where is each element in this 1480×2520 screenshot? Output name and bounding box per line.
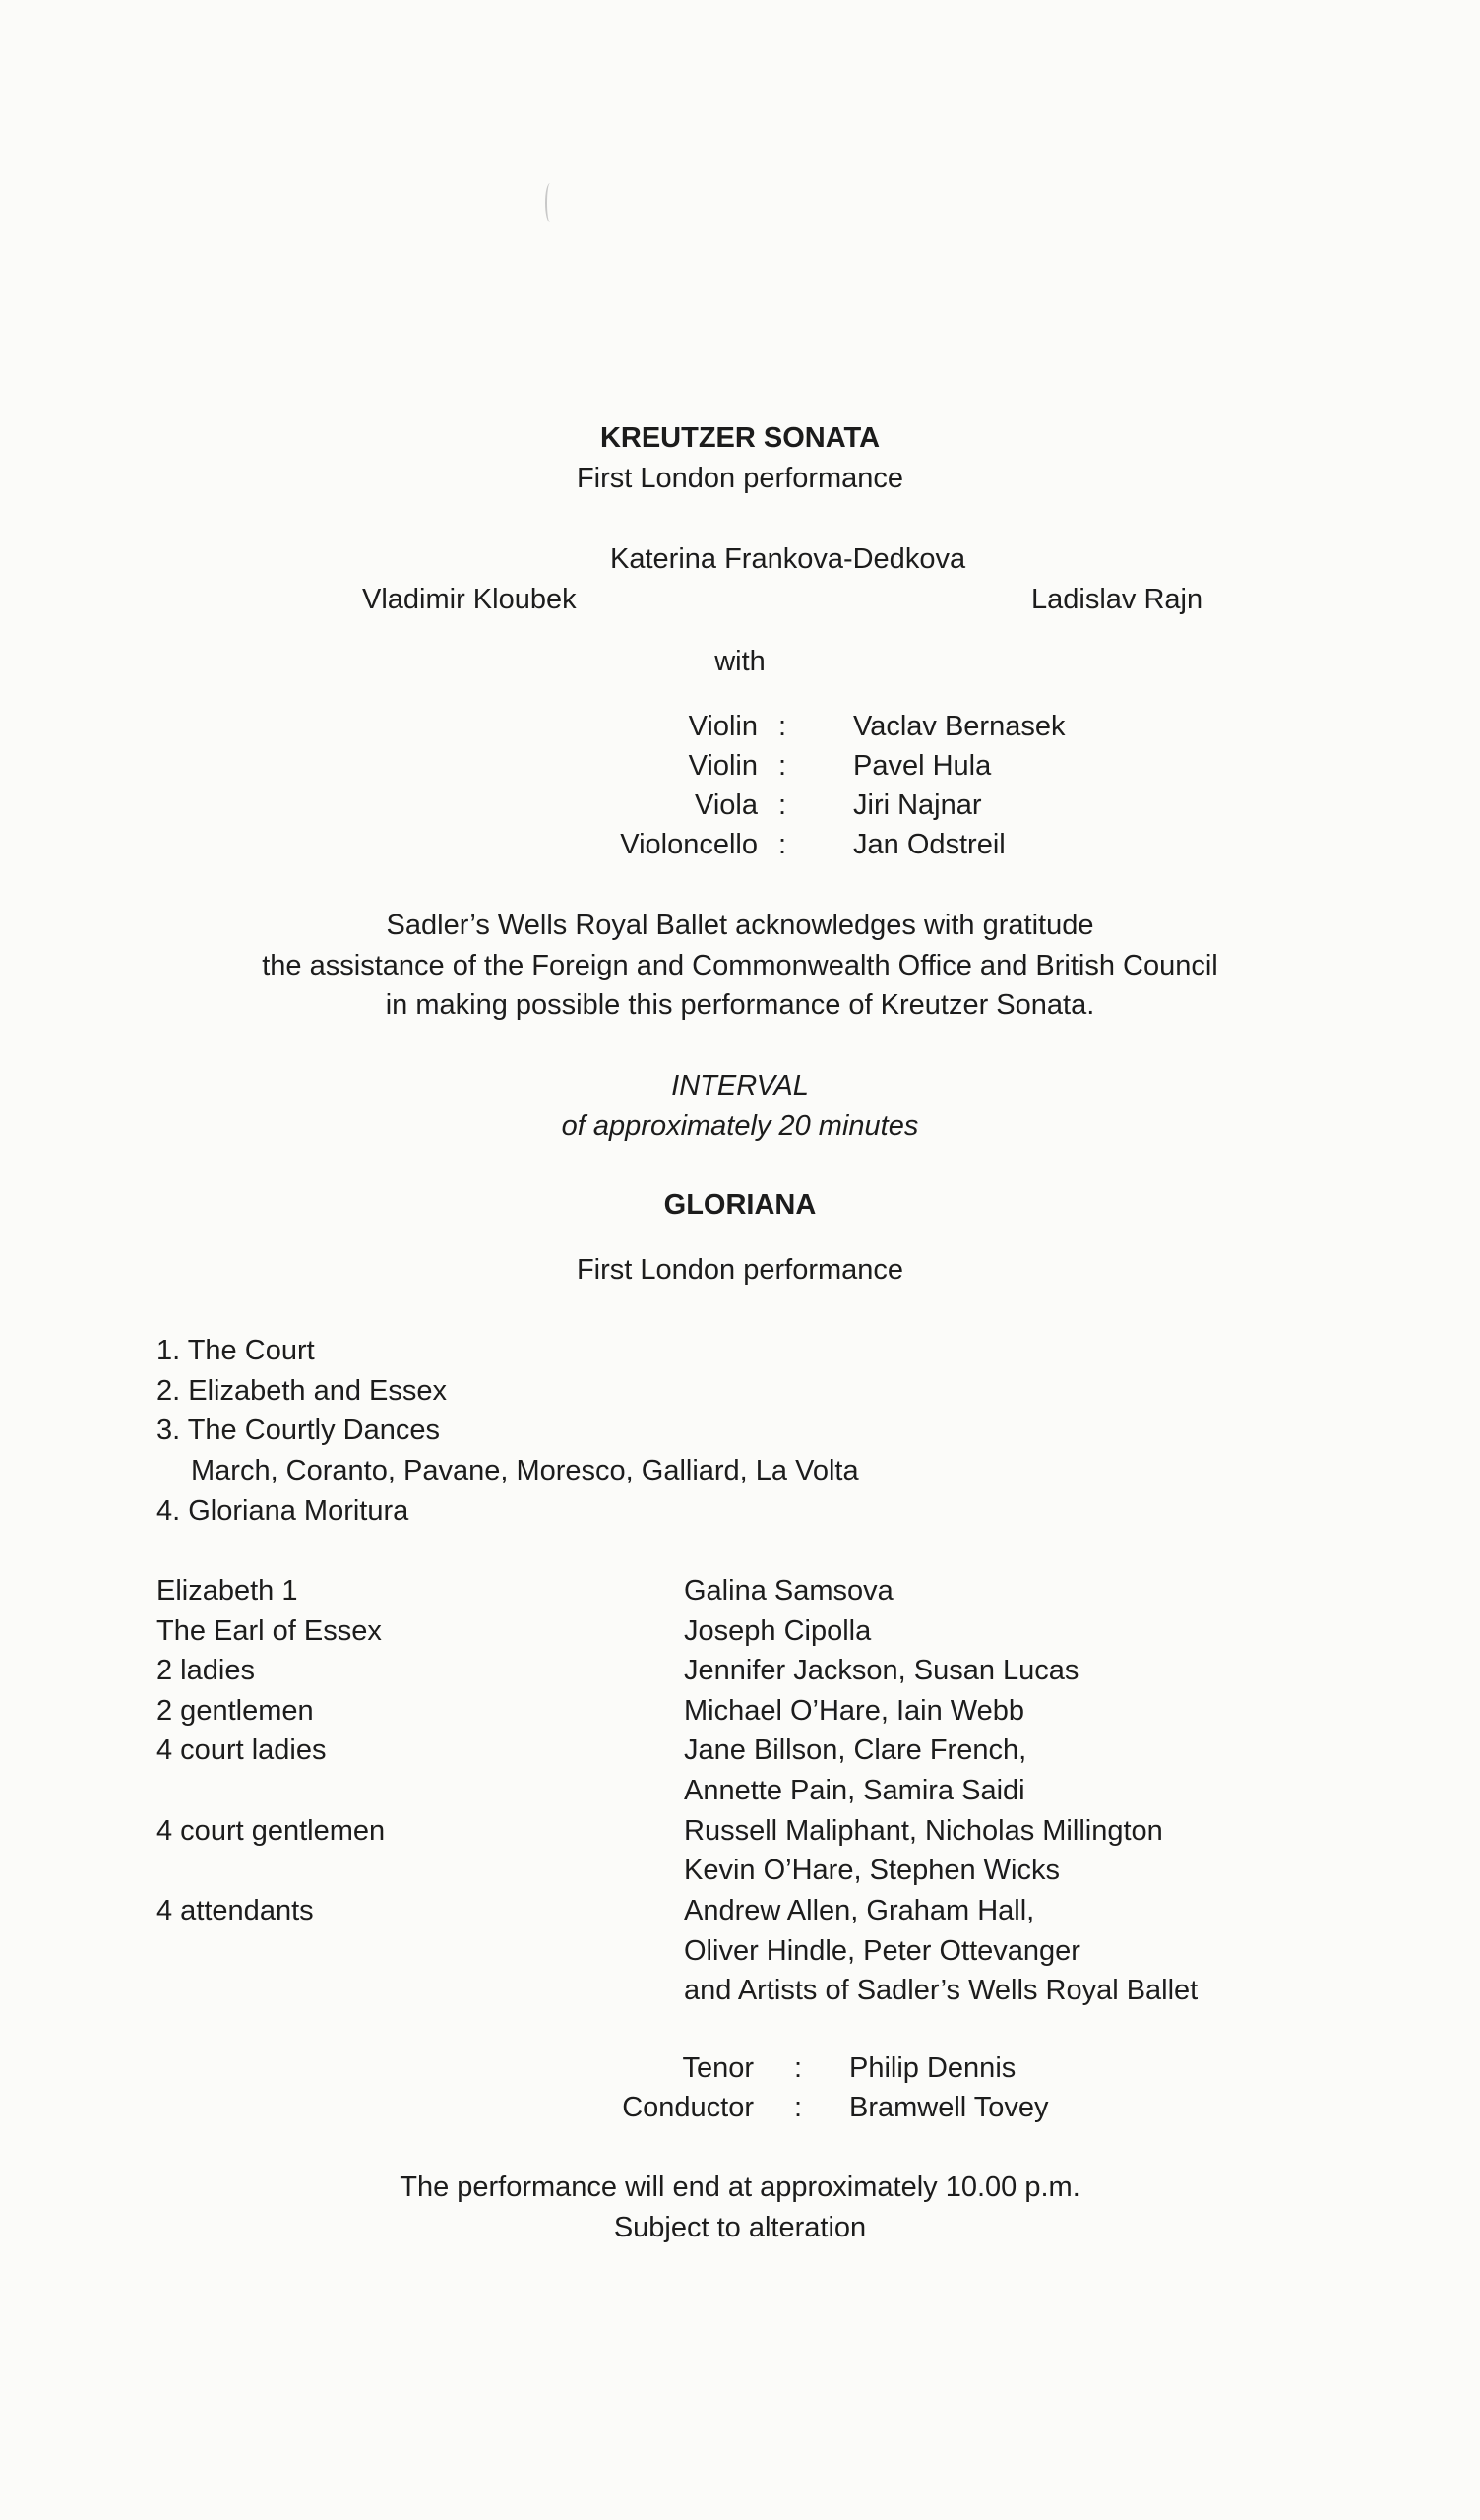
interval-duration: of approximately 20 minutes xyxy=(561,1110,919,1142)
pencil-mark xyxy=(545,183,555,222)
credit-name: Bramwell Tovey xyxy=(849,2092,1049,2123)
credit-label: Conductor xyxy=(622,2092,754,2123)
cast-role: The Earl of Essex xyxy=(156,1615,382,1647)
gloriana-subtitle: First London performance xyxy=(576,1254,904,1286)
scene-item: 4. Gloriana Moritura xyxy=(156,1495,409,1527)
cast-role: Elizabeth 1 xyxy=(156,1575,298,1606)
interval-title: INTERVAL xyxy=(671,1070,809,1102)
dances-list: March, Coranto, Pavane, Moresco, Galliard, La Volta xyxy=(191,1455,859,1486)
cast-dancers: Jennifer Jackson, Susan Lucas xyxy=(684,1655,1079,1686)
cast-role: 4 court ladies xyxy=(156,1734,327,1766)
cast-dancers: Andrew Allen, Graham Hall, xyxy=(684,1895,1035,1926)
scene-item: 3. The Courtly Dances xyxy=(156,1415,440,1446)
cast-dancers: Michael O’Hare, Iain Webb xyxy=(684,1695,1025,1727)
cast-role: 4 attendants xyxy=(156,1895,314,1926)
acknowledgement-line: Sadler’s Wells Royal Ballet acknowledges with gratitude xyxy=(386,910,1094,941)
cast-dancers: Russell Maliphant, Nicholas Millington xyxy=(684,1815,1163,1847)
musician-name: Pavel Hula xyxy=(853,750,992,782)
musician-instrument: Violoncello xyxy=(620,829,758,860)
acknowledgement-line: in making possible this performance of Kreutzer Sonata. xyxy=(385,989,1095,1021)
credit-separator: : xyxy=(794,2052,803,2084)
cast-dancers: Kevin O’Hare, Stephen Wicks xyxy=(684,1855,1060,1886)
end-time-note: The performance will end at approximately 10.00 p.m. xyxy=(400,2172,1080,2203)
musician-instrument: Violin xyxy=(688,711,758,742)
cast-dancers: Joseph Cipolla xyxy=(684,1615,872,1647)
musician-instrument: Viola xyxy=(695,789,758,821)
credit-separator: : xyxy=(794,2092,803,2123)
kreutzer-subtitle: First London performance xyxy=(576,463,904,494)
cast-role: 4 court gentlemen xyxy=(156,1815,386,1847)
with-label: with xyxy=(714,646,766,677)
cast-dancers: Galina Samsova xyxy=(684,1575,894,1606)
musician-name: Jiri Najnar xyxy=(853,789,982,821)
scene-item: 1. The Court xyxy=(156,1335,315,1366)
musician-instrument: Violin xyxy=(688,750,758,782)
cast-role: 2 ladies xyxy=(156,1655,255,1686)
acknowledgement-line: the assistance of the Foreign and Commonwealth Office and British Council xyxy=(262,950,1218,981)
musician-name: Vaclav Bernasek xyxy=(853,711,1066,742)
musician-separator: : xyxy=(778,711,787,742)
scene-item: 2. Elizabeth and Essex xyxy=(156,1375,448,1407)
musician-separator: : xyxy=(778,789,787,821)
dancer-center: Katerina Frankova-Dedkova xyxy=(610,543,966,575)
kreutzer-title: KREUTZER SONATA xyxy=(599,422,881,454)
cast-role: 2 gentlemen xyxy=(156,1695,314,1727)
cast-dancers: Jane Billson, Clare French, xyxy=(684,1734,1027,1766)
musician-separator: : xyxy=(778,829,787,860)
musician-name: Jan Odstreil xyxy=(853,829,1006,860)
gloriana-title: GLORIANA xyxy=(663,1189,817,1221)
cast-dancers: and Artists of Sadler’s Wells Royal Ballet xyxy=(684,1975,1199,2006)
credit-name: Philip Dennis xyxy=(849,2052,1017,2084)
dancer-right: Ladislav Rajn xyxy=(1031,584,1203,615)
dancer-left: Vladimir Kloubek xyxy=(362,584,577,615)
cast-dancers: Annette Pain, Samira Saidi xyxy=(684,1775,1025,1806)
credit-label: Tenor xyxy=(682,2052,754,2084)
musician-separator: : xyxy=(778,750,787,782)
cast-dancers: Oliver Hindle, Peter Ottevanger xyxy=(684,1935,1080,1967)
alteration-note: Subject to alteration xyxy=(613,2212,867,2243)
